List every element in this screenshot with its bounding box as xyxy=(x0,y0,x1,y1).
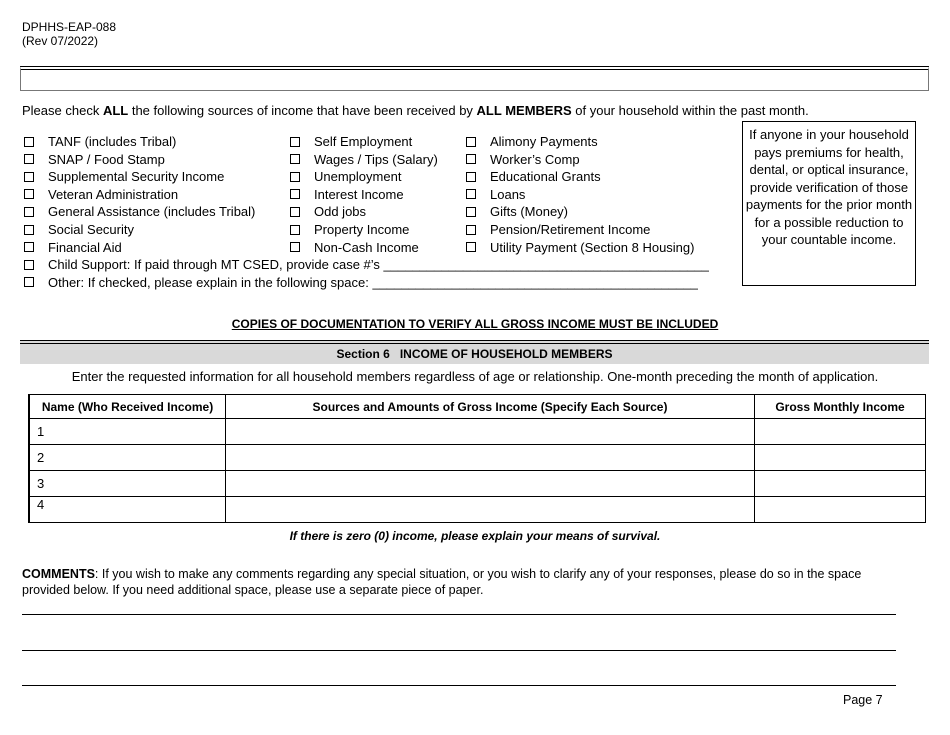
income-option[interactable] xyxy=(466,151,694,169)
income-option[interactable] xyxy=(290,203,438,221)
name-cell[interactable]: 1 xyxy=(29,419,226,445)
checkbox[interactable] xyxy=(24,172,34,182)
income-label: Financial Aid xyxy=(48,239,122,255)
income-option[interactable] xyxy=(290,239,438,257)
other-label: Other: If checked, please explain in the following space: _____________________________________________ xyxy=(48,274,698,290)
income-column-3 xyxy=(466,133,694,256)
checkbox[interactable] xyxy=(466,242,476,252)
zero-income-note: If there is zero (0) income, please explain your means of survival. xyxy=(289,529,661,543)
checkbox[interactable] xyxy=(24,225,34,235)
checkbox[interactable] xyxy=(290,154,300,164)
income-column-2 xyxy=(290,133,438,256)
income-label: SNAP / Food Stamp xyxy=(48,151,165,167)
intro-text: of your household within the past month. xyxy=(571,103,809,118)
income-option[interactable] xyxy=(466,186,694,204)
intro-text: Please check xyxy=(22,103,103,118)
table-header-row xyxy=(29,395,926,419)
gross-income-cell[interactable] xyxy=(755,497,926,523)
top-bar xyxy=(20,66,929,91)
gross-income-cell[interactable] xyxy=(755,445,926,471)
sources-cell[interactable] xyxy=(226,419,755,445)
checkbox[interactable] xyxy=(290,207,300,217)
column-header-gross: Gross Monthly Income xyxy=(755,395,926,419)
gross-income-cell[interactable] xyxy=(755,419,926,445)
income-option[interactable] xyxy=(466,239,694,257)
comment-line[interactable] xyxy=(22,650,896,651)
checkbox[interactable] xyxy=(24,242,34,252)
checkbox[interactable] xyxy=(24,189,34,199)
income-label: Pension/Retirement Income xyxy=(490,221,651,237)
name-cell[interactable]: 2 xyxy=(29,445,226,471)
income-label: Interest Income xyxy=(314,186,404,202)
comments-section xyxy=(22,566,902,598)
sources-cell[interactable] xyxy=(226,471,755,497)
checkbox[interactable] xyxy=(290,225,300,235)
insurance-note: If anyone in your household pays premiums for health, dental, or optical insurance, provide verification of those payments for the prior month for a possible reduction to your countable income. xyxy=(742,121,916,286)
comments-label: COMMENTS xyxy=(22,567,95,581)
income-label: General Assistance (includes Tribal) xyxy=(48,204,256,220)
income-instructions xyxy=(22,103,809,118)
form-header xyxy=(22,20,116,48)
checkbox[interactable] xyxy=(290,137,300,147)
comment-line[interactable] xyxy=(22,685,896,686)
income-option[interactable] xyxy=(466,133,694,151)
intro-emphasis: ALL MEMBERS xyxy=(476,103,572,118)
income-label: Self Employment xyxy=(314,134,413,149)
other-option[interactable] xyxy=(24,274,709,292)
column-header-name: Name (Who Received Income) xyxy=(29,395,226,419)
income-table xyxy=(28,394,926,523)
income-option[interactable] xyxy=(290,151,438,169)
sources-cell[interactable] xyxy=(226,497,755,523)
intro-emphasis: ALL xyxy=(102,103,129,118)
income-option[interactable] xyxy=(290,221,438,239)
form-id: DPHHS-EAP-088 xyxy=(22,20,117,34)
checkbox[interactable] xyxy=(466,189,476,199)
table-row xyxy=(29,471,926,497)
income-label: Unemployment xyxy=(314,169,402,185)
checkbox[interactable] xyxy=(24,277,34,287)
name-cell[interactable]: 3 xyxy=(29,471,226,497)
income-label: Property Income xyxy=(314,221,410,237)
documentation-notice: COPIES OF DOCUMENTATION TO VERIFY ALL GROSS INCOME MUST BE INCLUDED xyxy=(231,317,719,331)
income-label: Gifts (Money) xyxy=(490,204,569,220)
income-label: Non-Cash Income xyxy=(314,239,419,255)
comment-line[interactable] xyxy=(22,614,896,615)
income-option[interactable] xyxy=(290,186,438,204)
income-label: Educational Grants xyxy=(490,169,601,185)
checkbox[interactable] xyxy=(466,154,476,164)
child-support-label: Child Support: If paid through MT CSED, provide case #’s _____________________________________________ xyxy=(48,257,709,273)
comments-text: : If you wish to make any comments regarding any special situation, or you wish to clarify any of your responses, please do so in the space provided below. If you need additional space, please use a separate piece of paper. xyxy=(22,567,862,597)
income-label: Social Security xyxy=(48,221,134,237)
checkbox[interactable] xyxy=(24,260,34,270)
checkbox[interactable] xyxy=(466,172,476,182)
checkbox[interactable] xyxy=(24,154,34,164)
income-option[interactable] xyxy=(466,203,694,221)
income-option[interactable] xyxy=(466,221,694,239)
gross-income-cell[interactable] xyxy=(755,471,926,497)
form-revision: (Rev 07/2022) xyxy=(22,34,99,48)
intro-text: the following sources of income that have been received by xyxy=(128,103,477,118)
income-label: TANF (includes Tribal) xyxy=(48,134,177,149)
income-label: Supplemental Security Income xyxy=(48,169,225,185)
income-label: Alimony Payments xyxy=(490,134,598,149)
table-row xyxy=(29,419,926,445)
sources-cell[interactable] xyxy=(226,445,755,471)
name-cell[interactable]: 4 xyxy=(29,497,226,523)
income-option[interactable] xyxy=(290,133,438,151)
column-header-sources: Sources and Amounts of Gross Income (Specify Each Source) xyxy=(226,395,755,419)
checkbox[interactable] xyxy=(466,225,476,235)
checkbox[interactable] xyxy=(24,137,34,147)
child-support-option[interactable] xyxy=(24,256,709,274)
income-option[interactable] xyxy=(466,168,694,186)
section-6-title: Section 6 INCOME OF HOUSEHOLD MEMBERS xyxy=(20,340,929,364)
checkbox[interactable] xyxy=(290,242,300,252)
income-label: Wages / Tips (Salary) xyxy=(314,151,438,167)
table-row xyxy=(29,497,926,523)
page-number: Page 7 xyxy=(843,693,883,707)
income-label: Loans xyxy=(490,186,526,202)
checkbox[interactable] xyxy=(466,137,476,147)
checkbox[interactable] xyxy=(466,207,476,217)
section-6-instructions: Enter the requested information for all household members regardless of age or relationship. One-month preceding the month of application. xyxy=(71,369,879,384)
checkbox[interactable] xyxy=(24,207,34,217)
checkbox[interactable] xyxy=(290,189,300,199)
income-label: Utility Payment (Section 8 Housing) xyxy=(490,239,695,255)
checkbox[interactable] xyxy=(290,172,300,182)
income-label: Veteran Administration xyxy=(48,186,179,202)
income-option[interactable] xyxy=(290,168,438,186)
income-label: Worker’s Comp xyxy=(490,151,580,167)
income-label: Odd jobs xyxy=(314,204,367,220)
table-row xyxy=(29,445,926,471)
